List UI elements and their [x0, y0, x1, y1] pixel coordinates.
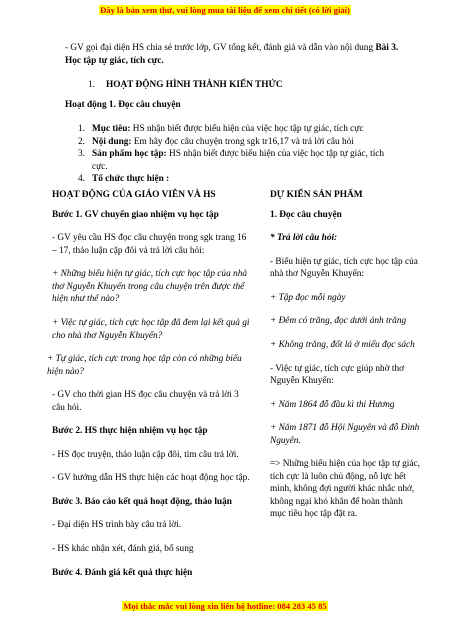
- list-item: 2. Nội dung: Em hãy đọc câu chuyện trong sgk tr16,17 và trả lời câu hỏi: [78, 136, 354, 147]
- step-4: Bước 4. Đánh giá kết quả thực hiện: [52, 567, 193, 578]
- paragraph: - Biểu hiện tự giác, tích cực học tập của nhà thơ Nguyễn Khuyến:: [270, 256, 418, 280]
- list-item: + Không trăng, đốt lá ở miếu đọc sách: [270, 339, 415, 350]
- intro-paragraph: - GV gọi đại diện HS chia sẻ trước lớp, GV tổng kết, đánh giá và dẫn vào nội dung Bài 3. Học tập tự giác, tích cực.: [65, 43, 399, 66]
- list-item: + Đêm có trăng, đọc dưới ánh trăng: [270, 316, 407, 327]
- hotline-banner: Mọi thắc mắc vui lòng xin liên hệ hotline: 084 283 45 85: [123, 601, 327, 611]
- list-item: + Năm 1871 đỗ Hội Nguyên và đỗ Đình Nguyên.: [270, 423, 420, 446]
- activity-title: Hoạt động 1. Đọc câu chuyện: [65, 100, 181, 110]
- paragraph: - Đại diện HS trình bày câu trả lời.: [52, 520, 182, 531]
- activity-items: [78, 123, 398, 186]
- list-item: + Năm 1864 đỗ đầu kì thi Hương: [270, 399, 395, 410]
- question: + Tự giác, tích cực trong học tập còn có những biểu hiện nào?: [47, 354, 242, 377]
- step-2: Bước 2. HS thực hiện nhiệm vụ học tập: [52, 426, 208, 437]
- paragraph: - HS đọc truyện, thảo luận cặp đôi, tìm câu trả lời.: [52, 449, 239, 460]
- paragraph: - Việc tự giác, tích cực giúp nhờ thơ Nguyễn Khuyến:: [270, 363, 405, 387]
- paragraph: => Những biểu hiện của học tập tự giác, tích cực là luôn chủ động, nỗ lực hết mình, không đợi người khác nhắc nhở, không ngại khó khăn để hoàn thành mục tiêu học tập đặt ra.: [270, 459, 420, 520]
- list-item: 1. Mục tiêu: HS nhận biết được biểu hiện của việc học tập tự giác, tích cực: [78, 124, 364, 134]
- list-item: + Tập đọc mỗi ngày: [270, 292, 346, 303]
- teacher-student-column: [47, 189, 252, 579]
- list-item: 3. Sản phẩm học tập: HS nhận biết được biểu hiện của việc học tập tự giác, tích cực.: [78, 149, 385, 172]
- column-heading: DỰ KIẾN SẢN PHẨM: [270, 190, 363, 200]
- subheading: 1. Đọc câu chuyện: [270, 209, 342, 220]
- list-item: 4. Tổ chức thực hiện :: [78, 174, 170, 185]
- section-title: 1. HOẠT ĐỘNG HÌNH THÀNH KIẾN THỨC: [88, 80, 283, 90]
- paragraph: - HS khác nhận xét, đánh giá, bổ sung: [52, 543, 194, 554]
- step-1: Bước 1. GV chuyển giao nhiệm vụ học tập: [52, 209, 219, 220]
- question: + Việc tự giác, tích cực học tập đã đem lại kết quả gì cho nhà thơ Nguyễn Khuyến?: [52, 317, 250, 341]
- column-heading: HOẠT ĐỘNG CỦA GIÁO VIÊN VÀ HS: [52, 190, 216, 200]
- paragraph: - GV hướng dẫn HS thực hiện các hoạt động học tập.: [52, 473, 250, 484]
- question: + Những biểu hiện tự giác, tích cực học tập của nhà thơ Nguyễn Khuyến trong câu chuyện trên được thể hiện như thế nào?: [52, 269, 247, 305]
- step-3: Bước 3. Báo cáo kết quả hoạt động, thảo luận: [52, 496, 232, 507]
- answer-label: * Trả lời câu hỏi:: [270, 233, 338, 244]
- preview-banner: Đây là bản xem thử, vui lòng mua tài liệu để xem chi tiết (có lời giải): [100, 5, 350, 15]
- paragraph: - GV yêu cầu HS đọc câu chuyện trong sgk trang 16 – 17, thảo luận cặp đôi và trả lời câu hỏi:: [52, 233, 247, 256]
- paragraph: - GV cho thời gian HS đọc câu chuyện và trả lời 3 câu hỏi.: [52, 390, 239, 413]
- expected-product-column: [270, 189, 420, 521]
